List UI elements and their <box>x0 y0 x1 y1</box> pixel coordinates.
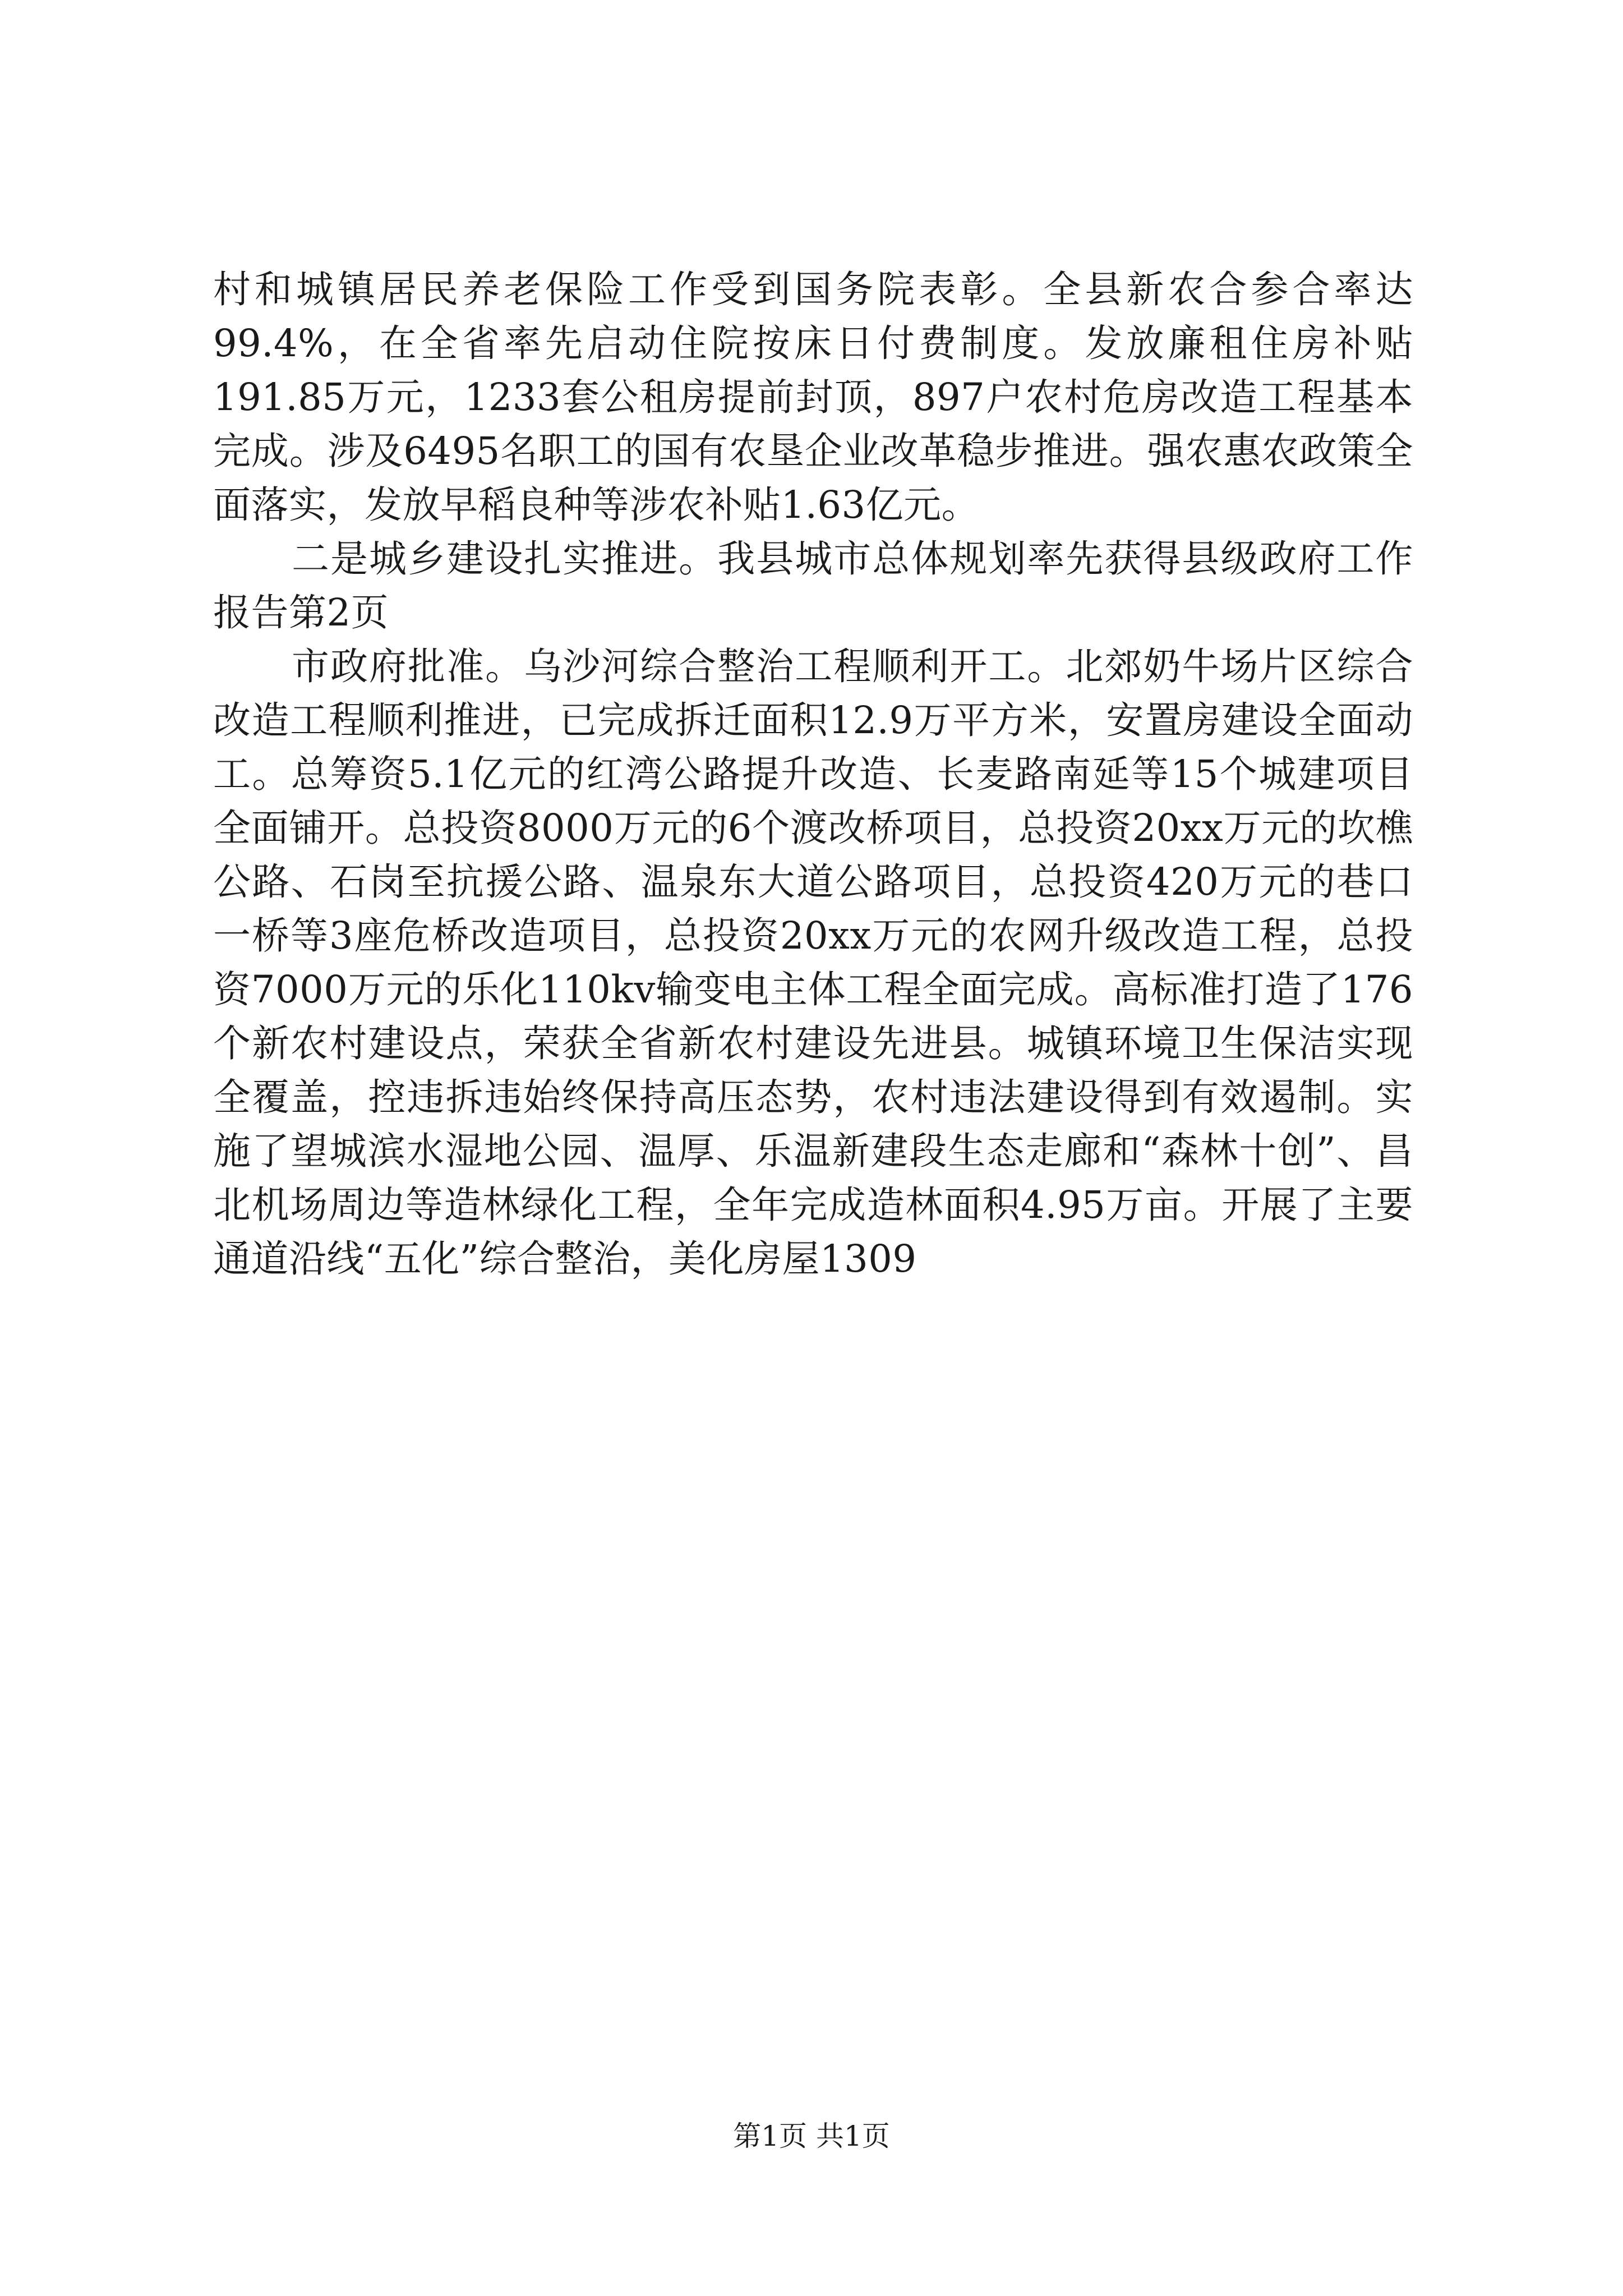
document-body <box>213 263 1413 1286</box>
page-footer: 第1页 共1页 <box>733 2120 890 2152</box>
paragraph-1: 村和城镇居民养老保险工作受到国务院表彰。全县新农合参合率达99.4%，在全省率先启动住院按床日付费制度。发放廉租住房补贴191.85万元，1233套公租房提前封顶，897户农村危房改造工程基本完成。涉及6495名职工的国有农垦企业改革稳步推进。强农惠农政策全面落实，发放早稻良种等涉农补贴1.63亿元。 <box>213 268 1413 527</box>
paragraph-2: 二是城乡建设扎实推进。我县城市总体规划率先获得县级政府工作报告第2页 <box>213 537 1413 634</box>
paragraph-3: 市政府批准。乌沙河综合整治工程顺利开工。北郊奶牛场片区综合改造工程顺利推进，已完成拆迁面积12.9万平方米，安置房建设全面动工。总筹资5.1亿元的红湾公路提升改造、长麦路南延等15个城建项目全面铺开。总投资8000万元的6个渡改桥项目，总投资20xx万元的坎樵公路、石岗至抗援公路、温泉东大道公路项目，总投资420万元的巷口一桥等3座危桥改造项目，总投资20xx万元的农网升级改造工程，总投资7000万元的乐化110kv输变电主体工程全面完成。高标准打造了176个新农村建设点，荣获全省新农村建设先进县。城镇环境卫生保洁实现全覆盖，控违拆违始终保持高压态势，农村违法建设得到有效遏制。实施了望城滨水湿地公园、温厚、乐温新建段生态走廊和“森林十创”、昌北机场周边等造林绿化工程，全年完成造林面积4.95万亩。开展了主要通道沿线“五化”综合整治，美化房屋1309 <box>213 645 1413 1281</box>
